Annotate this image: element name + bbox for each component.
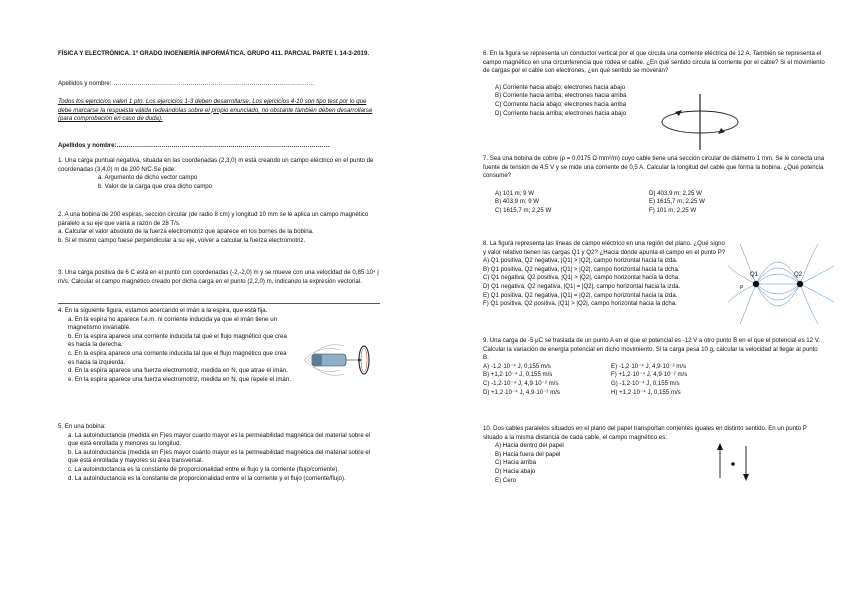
question-10-option: D) Hacia abajo — [495, 467, 536, 475]
question-7-option: E) 1615,7 m; 2,25 W — [649, 198, 705, 206]
question-6-option: B) Corriente hacia arriba; electrones hacia arriba — [495, 92, 627, 100]
question-6-option: C) Corriente hacia abajo; electrones hacia arriba — [495, 100, 627, 108]
question-2 — [58, 211, 380, 245]
question-8-option: D) Q1 negativa, Q2 negativa, |Q1| = |Q2|, campo horizontal hacia la izda. — [483, 282, 681, 290]
parallel-wires-figure — [712, 442, 752, 482]
question-9-option: F) +1,2·10⁻⁴ J, 4,9·10⁻² m/s — [611, 371, 688, 379]
field-lines-figure — [738, 244, 838, 324]
question-9 — [483, 337, 825, 397]
question-10-option: A) Hacia dentro del papel — [495, 442, 564, 450]
question-3: 3. Una carga positiva de 6 C está en el punto con coordenadas (-2,-2,0) m y se mueve con una velocidad de 0,85·10⁴ j m/s. Calcular el campo magnético creado por dicha carga en el punto (2,2,0) m, indicando la expresión vectorial. — [58, 269, 379, 285]
label-q2: Q2 — [794, 272, 803, 278]
question-8 — [483, 240, 728, 309]
question-7-option: B) 403,9 m; 9 W — [495, 198, 540, 206]
charge-q2 — [797, 281, 803, 287]
question-10-option: E) Cero — [495, 476, 516, 484]
question-5-d: d. La autoinductancia es la constante de proporcionalidad entre el la corriente y el flujo (corriente/flujo). — [68, 474, 346, 482]
arrow-down-icon — [743, 474, 749, 481]
question-6-option: D) Corriente hacia arriba; electrones hacia abajo — [495, 109, 627, 117]
question-2-a: a. Calcular el valor absoluto de la fuerza electromotriz que aparece en los bornes de la bobina. — [58, 228, 314, 236]
question-9-option: G) -1,2·10⁻⁴ J, 0,155 m/s — [611, 379, 680, 387]
question-7 — [483, 155, 825, 216]
question-4-a: a. En la espira no aparece f.e.m. ni corriente inducida ya que el imán tiene un magnetismo invariable. — [68, 315, 278, 332]
question-7-option: A) 101 m; 9 W — [495, 189, 534, 197]
question-9-option: E) -1,2·10⁻⁴ J, 4,9·10⁻² m/s — [611, 362, 687, 370]
arrow-up-icon — [717, 443, 723, 450]
question-5-b: b. La autoinductancia (medida en F)es mayor cuanto mayor es la permeabilidad magnética del material sobre el que está enrollada y mayores su área transversal. — [68, 448, 371, 465]
name-line-2: Apellidos y nombre:…………………………………………………………………………………………… — [58, 142, 330, 149]
question-6-text: 6. En la figura se representa un conductor vertical por el que circula una corriente eléctrica de 12 A. También se representa el campo magnético en una circunferencia que rodea el cable. ¿En qué sentido circula la corriente por el cable? Si el movimiento de cargas por el cable son electrones, ¿en qué sentido se moverán? — [483, 50, 825, 75]
question-4-e: e. En la espira aparece una fuerza electromotriz, medida en N, que repele el imán. — [68, 375, 291, 383]
point-p — [731, 462, 735, 466]
question-9-option: C) -1,2·10⁻⁴ J, 4,9·10⁻² m/s — [483, 379, 559, 387]
question-6 — [483, 50, 825, 118]
question-9-option: B) +1,2·10⁻⁴ J, 0,155 m/s — [483, 371, 553, 379]
question-8-option: E) Q1 positiva, Q2 negativa, |Q1| = |Q2|, campo horizontal hacia la izda. — [483, 291, 678, 299]
question-1 — [58, 157, 380, 191]
question-6-option: A) Corriente hacia abajo; electrones hacia abajo — [495, 83, 626, 91]
divider — [58, 303, 380, 304]
question-2-text: 2. A una bobina de 200 espiras, sección circular (de radio 8 cm) y longitud 10 mm se le aplica un campo magnético paralelo a su eje que varía a razón de 28 T/s. — [58, 211, 369, 227]
magnet-coil-figure — [300, 340, 380, 380]
question-9-text: 9. Una carga de -5 µC se traslada de un punto A en el que el potencial es -12 V a otro punto B en el que el potencial es 12 V. Calcular la variación de energía potencial en dicho movimiento. Si la carga pesa 10 g, calcular la velocidad al llegar al punto B. — [483, 337, 820, 362]
question-7-text: 7. Sea una bobina de cobre (ρ = 0,0175 Ω·mm²/m) cuyo cable tiene una sección circular de diámetro 1 mm. Se le conecta una fuente de tensión de 4,5 V y se mide una corriente de 0,5 A. Calcular la longitud del cable que forma la bobina. ¿Qué potencia consume? — [483, 155, 825, 180]
question-1-a: a. Argumento de dicho vector campo — [98, 174, 198, 182]
question-1-text: 1. Una carga puntual negativa, situada en las coordenadas (2,3,0) m está creando un campo eléctrico en el punto de coordenadas (3,4,0) m de 200 N/C.Se pide: — [58, 157, 374, 173]
question-7-option: D) 403,9 m; 2,25 W — [649, 189, 702, 197]
question-7-option: F) 101 m; 2,25 W — [649, 206, 697, 214]
question-5-text: 5. En una bobina: — [58, 423, 106, 430]
question-5 — [58, 423, 380, 483]
question-8-option: C) Q1 negativa, Q2 positiva, |Q1| > |Q2|, campo horizontal hacia la dcha. — [483, 274, 680, 282]
instructions: Todos los ejercicios valen 1 pto. Los ejercicios 1-3 deben desarrollarse. Los ejercicios 4-10 son tipo test por lo que debe marcarse la respuesta válida redeándolas sobre el propio enunciado, no obstante también deben desarrollarse (para comprobación en caso de duda). — [58, 98, 373, 123]
question-9-option: H) +1,2·10⁻⁴ J, 0,155 m/s — [611, 388, 681, 396]
question-1-b: b. Valor de la carga que crea dicho campo — [98, 182, 213, 190]
exam-title: FÍSICA Y ELECTRÓNICA. 1º GRADO INGENIERÍA INFORMÁTICA. GRUPO 411. PARCIAL PARTE I. 14-3-2019. — [58, 50, 370, 57]
question-5-c: c. La autoinductancia es la constante de proporcionalidad entre el flujo y la corriente (flujo/corriente). — [68, 465, 339, 473]
question-10-text: 10. Dos cables paralelos situados en el plano del papel transportan corrientes iguales en distinto sentido. En un punto P situado a la misma distancia de cada cable, el campo magnético es: — [483, 425, 807, 441]
question-4-c: c. En la espira aparece una corriente inducida tal que el flujo magnético que crea es hacia la izquierda. — [68, 349, 287, 366]
label-p: P — [740, 285, 744, 291]
question-9-option: A) -1,2·10⁻⁴ J, 0,155 m/s — [483, 362, 551, 370]
question-8-text: 8. La figura representa las líneas de campo eléctrico en una región del plano. ¿Qué signo y valor relativo tienen las cargas Q1 y Q2? ¿Hacia dónde apunta el campo en el punto P? — [483, 240, 726, 256]
arrow-icon — [675, 110, 682, 116]
wire-field-figure — [655, 92, 745, 152]
question-10-option: C) Hacia arriba — [495, 459, 536, 467]
question-4-b: b. En la espira aparece una corriente inducida tal que el flujo magnético que crea es hacia la derecha. — [68, 332, 287, 349]
question-4-d: d. En la espira aparece una fuerza electromotriz, medida en N, que atrae el imán. — [68, 367, 288, 375]
question-10 — [483, 425, 825, 485]
question-8-option: A) Q1 positiva, Q2 negativa, |Q1| > |Q2|, campo horizontal hacia la izda. — [483, 257, 678, 265]
question-5-a: a. La autoinductancia (medida en F)es mayor cuanto mayor es la permeabilidad magnética del material sobre el que está enrollada y menores su longitud. — [68, 431, 371, 448]
question-9-option: D) +1,2·10⁻⁴ J, 4,9·10⁻² m/s — [483, 388, 560, 396]
question-4-text: 4. En la siguiente figura, estamos acercando el imán a la espira, que está fija. — [58, 307, 268, 314]
name-line: Apellidos y nombre: ……………………………………………………………………………………… — [58, 80, 315, 87]
label-q1: Q1 — [750, 272, 759, 278]
arrow-icon — [718, 128, 725, 134]
question-8-option: B) Q1 positiva, Q2 negativa, |Q1| > |Q2|, campo horizontal hacia la dcha. — [483, 265, 680, 273]
question-2-b: b. Si el mismo campo fuese perpendicular a su eje, volver a calcular la fuerza electromotriz. — [58, 236, 306, 244]
question-10-option: B) Hacia fuera del papel — [495, 450, 561, 458]
question-8-option: F) Q1 positiva, Q2 positiva, |Q1| > |Q2|, campo horizontal hacia la dcha. — [483, 300, 677, 308]
question-7-option: C) 1615,7 m; 2,25 W — [495, 206, 552, 214]
charge-q1 — [753, 281, 759, 287]
